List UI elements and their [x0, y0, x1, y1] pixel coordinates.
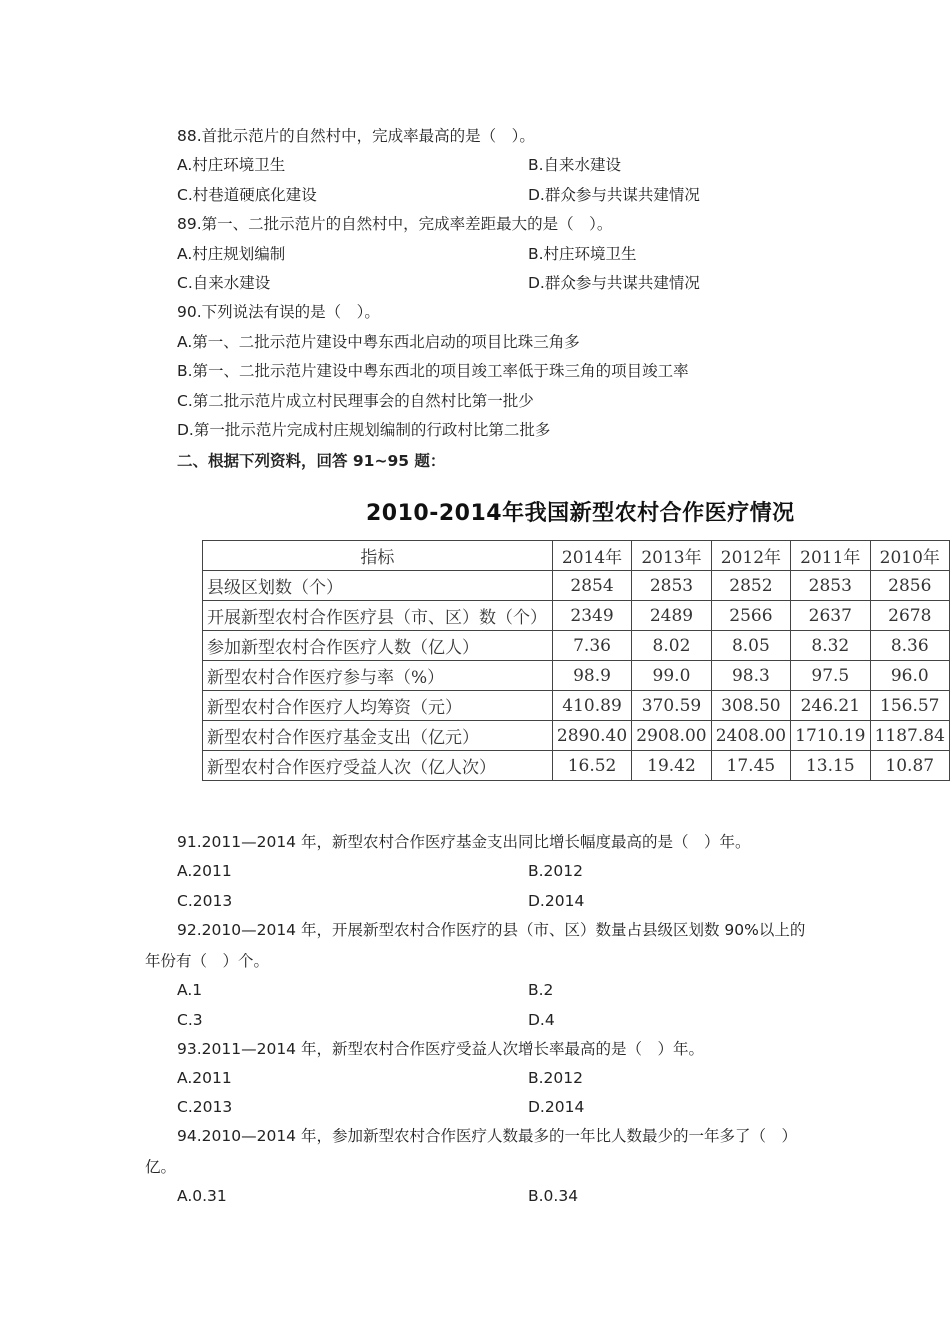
- option-92-c: C.3: [177, 1011, 203, 1029]
- option-89-c: C.自来水建设: [177, 274, 271, 292]
- cell: 98.3: [711, 661, 790, 691]
- row-label: 开展新型农村合作医疗县（市、区）数（个）: [203, 601, 553, 631]
- cell: 2349: [552, 601, 631, 631]
- option-92-d: D.4: [528, 1011, 555, 1029]
- cell: 2856: [870, 571, 949, 601]
- cell: 96.0: [870, 661, 949, 691]
- option-93-b: B.2012: [528, 1069, 584, 1087]
- question-92-line1: 92.2010—2014 年，开展新型农村合作医疗的县（市、区）数量占县级区划数 90%以上的: [177, 921, 806, 939]
- row-label: 新型农村合作医疗基金支出（亿元）: [203, 721, 553, 751]
- cell: 2890.40: [552, 721, 631, 751]
- cell: 16.52: [552, 751, 631, 781]
- option-88-a: A.村庄环境卫生: [177, 156, 286, 174]
- option-93-c: C.2013: [177, 1098, 233, 1116]
- option-94-b: B.0.34: [528, 1187, 579, 1205]
- table-row: [203, 751, 950, 781]
- cell: 156.57: [870, 691, 949, 721]
- option-90-d: D.第一批示范片完成村庄规划编制的行政村比第二批多: [177, 421, 551, 439]
- cell: 2678: [870, 601, 949, 631]
- cell: 8.05: [711, 631, 790, 661]
- cell: 2408.00: [711, 721, 790, 751]
- option-91-a: A.2011: [177, 862, 232, 880]
- question-91: 91.2011—2014 年，新型农村合作医疗基金支出同比增长幅度最高的是（ ）年。: [177, 833, 751, 851]
- header-2010: 2010年: [870, 541, 949, 571]
- row-label: 新型农村合作医疗受益人次（亿人次）: [203, 751, 553, 781]
- header-2013: 2013年: [632, 541, 711, 571]
- question-93: 93.2011—2014 年，新型农村合作医疗受益人次增长率最高的是（ ）年。: [177, 1040, 704, 1058]
- table-row: [203, 691, 950, 721]
- table-row: [203, 571, 950, 601]
- option-90-a: A.第一、二批示范片建设中粤东西北启动的项目比珠三角多: [177, 333, 580, 351]
- cell: 2853: [791, 571, 870, 601]
- cell: 2489: [632, 601, 711, 631]
- option-89-d: D.群众参与共谋共建情况: [528, 274, 700, 292]
- cell: 2852: [711, 571, 790, 601]
- cell: 2908.00: [632, 721, 711, 751]
- option-94-a: A.0.31: [177, 1187, 227, 1205]
- option-88-d: D.群众参与共谋共建情况: [528, 186, 700, 204]
- cell: 1187.84: [870, 721, 949, 751]
- question-89: 89.第一、二批示范片的自然村中，完成率差距最大的是（ ）。: [177, 215, 613, 233]
- cell: 410.89: [552, 691, 631, 721]
- cell: 8.02: [632, 631, 711, 661]
- cell: 17.45: [711, 751, 790, 781]
- cell: 2854: [552, 571, 631, 601]
- question-94-line1: 94.2010—2014 年，参加新型农村合作医疗人数最多的一年比人数最少的一年多了（ ）: [177, 1127, 797, 1145]
- cell: 370.59: [632, 691, 711, 721]
- option-88-c: C.村巷道硬底化建设: [177, 186, 317, 204]
- table-row: [203, 661, 950, 691]
- cell: 8.36: [870, 631, 949, 661]
- header-2012: 2012年: [711, 541, 790, 571]
- cell: 10.87: [870, 751, 949, 781]
- option-93-a: A.2011: [177, 1069, 232, 1087]
- question-92-line2: 年份有（ ）个。: [145, 952, 270, 970]
- cell: 2637: [791, 601, 870, 631]
- cell: 98.9: [552, 661, 631, 691]
- cell: 97.5: [791, 661, 870, 691]
- option-91-c: C.2013: [177, 892, 233, 910]
- option-93-d: D.2014: [528, 1098, 585, 1116]
- question-90: 90.下列说法有误的是（ ）。: [177, 303, 380, 321]
- option-92-a: A.1: [177, 981, 203, 999]
- cell: 8.32: [791, 631, 870, 661]
- cell: 7.36: [552, 631, 631, 661]
- row-label: 新型农村合作医疗人均筹资（元）: [203, 691, 553, 721]
- cell: 2853: [632, 571, 711, 601]
- row-label: 县级区划数（个）: [203, 571, 553, 601]
- option-89-a: A.村庄规划编制: [177, 245, 286, 263]
- question-88: 88.首批示范片的自然村中，完成率最高的是（ ）。: [177, 127, 535, 145]
- option-90-c: C.第二批示范片成立村民理事会的自然村比第一批少: [177, 392, 534, 410]
- cell: 246.21: [791, 691, 870, 721]
- table-figure: [202, 540, 950, 793]
- cell: 99.0: [632, 661, 711, 691]
- header-2014: 2014年: [552, 541, 631, 571]
- row-label: 新型农村合作医疗参与率（%）: [203, 661, 553, 691]
- header-indicator: 指标: [203, 541, 553, 571]
- cell: 13.15: [791, 751, 870, 781]
- option-89-b: B.村庄环境卫生: [528, 245, 637, 263]
- cell: 19.42: [632, 751, 711, 781]
- cell: 2566: [711, 601, 790, 631]
- table-row: [203, 721, 950, 751]
- option-91-b: B.2012: [528, 862, 584, 880]
- question-94-line2: 亿。: [145, 1158, 177, 1176]
- option-92-b: B.2: [528, 981, 554, 999]
- table-header-row: [203, 541, 950, 571]
- option-90-b: B.第一、二批示范片建设中粤东西北的项目竣工率低于珠三角的项目竣工率: [177, 362, 689, 380]
- table-row: [203, 631, 950, 661]
- cell: 1710.19: [791, 721, 870, 751]
- option-91-d: D.2014: [528, 892, 585, 910]
- data-table: [202, 540, 950, 781]
- header-2011: 2011年: [791, 541, 870, 571]
- table-title: 2010-2014年我国新型农村合作医疗情况: [366, 501, 795, 526]
- section-heading: 二、根据下列资料，回答 91~95 题：: [177, 452, 446, 470]
- row-label: 参加新型农村合作医疗人数（亿人）: [203, 631, 553, 661]
- cell: 308.50: [711, 691, 790, 721]
- option-88-b: B.自来水建设: [528, 156, 622, 174]
- table-row: [203, 601, 950, 631]
